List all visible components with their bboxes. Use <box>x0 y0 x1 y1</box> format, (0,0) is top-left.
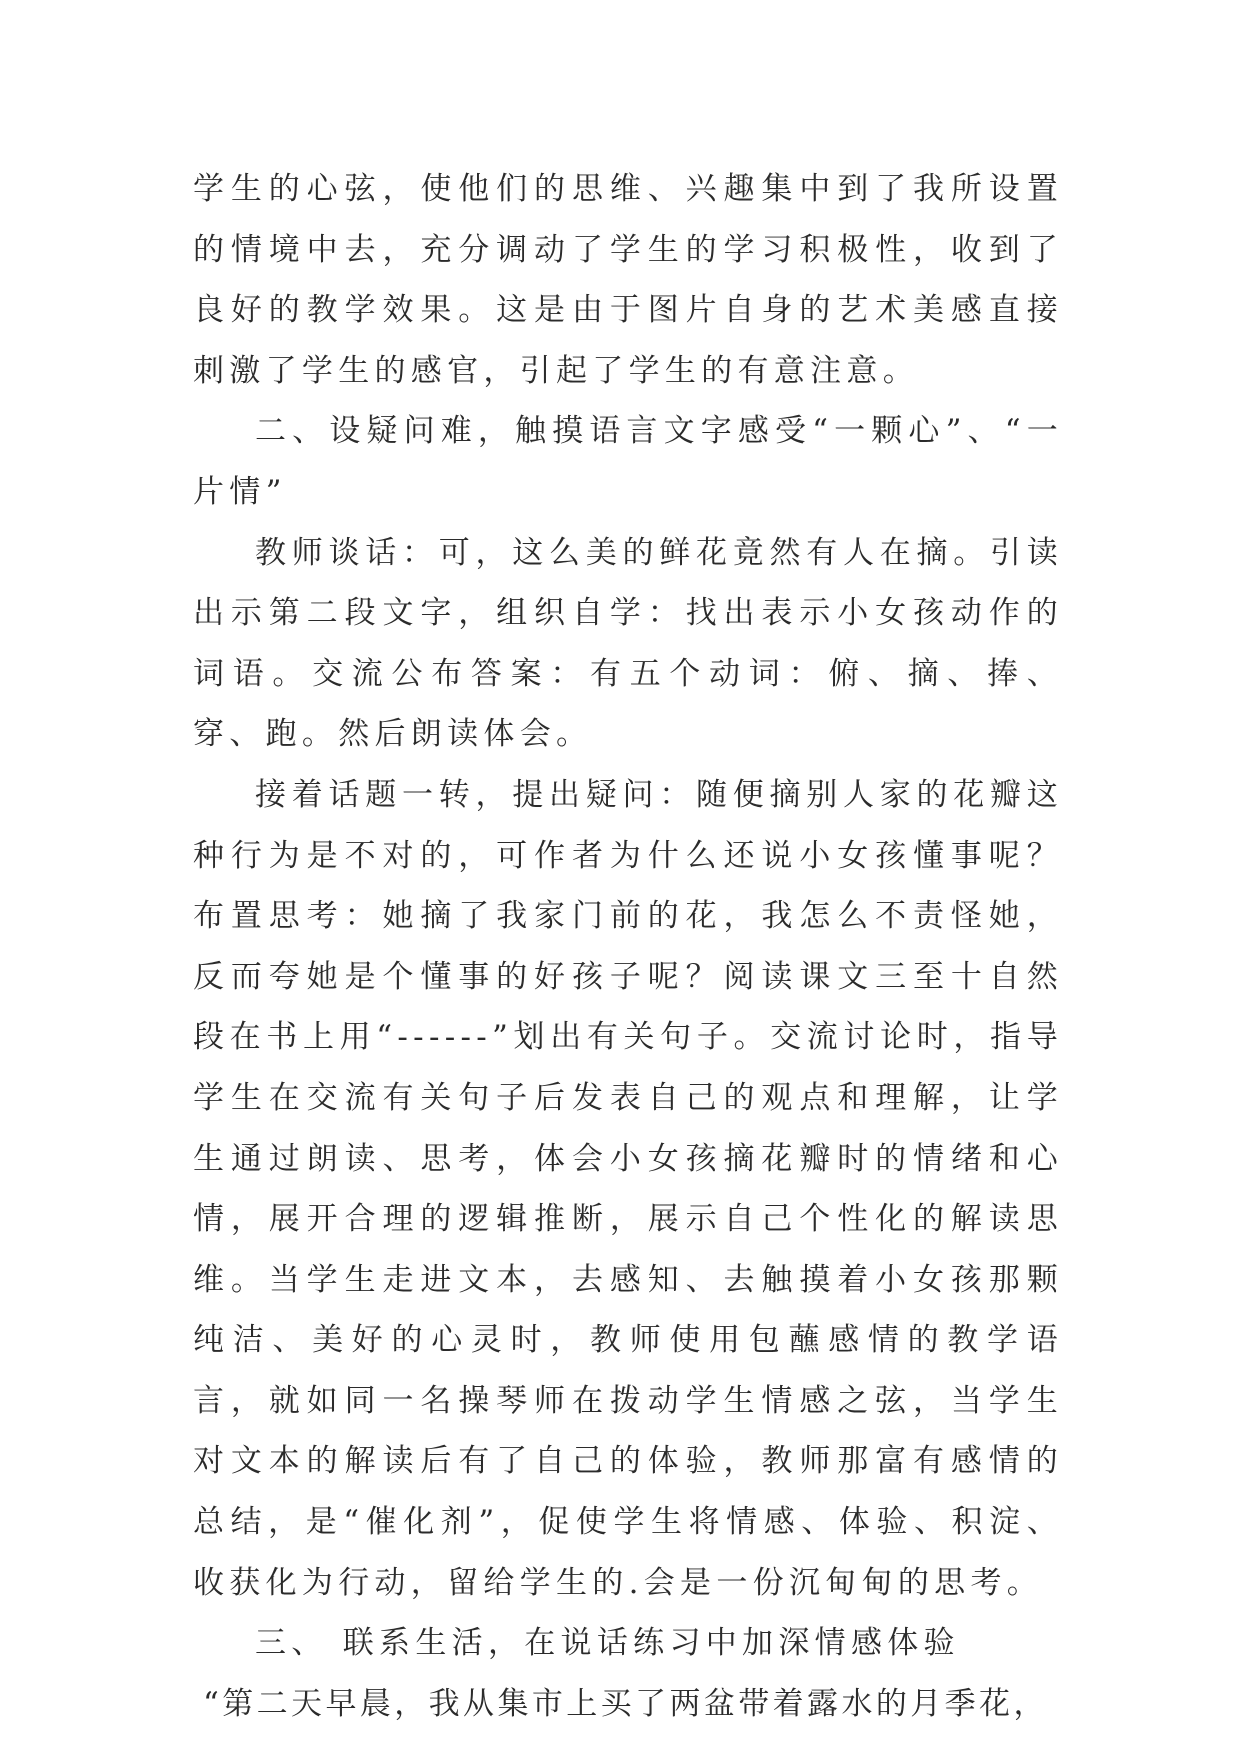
section-heading-3: 三、 联系生活，在说话练习中加深情感体验 <box>255 1625 960 1662</box>
document-body <box>193 159 1063 1734</box>
paragraph-4: “第二天早晨，我从集市上买了两盆带着露水的月季花， <box>203 1685 1048 1722</box>
section-heading-2: 二、设疑问难，触摸语言文字感受“一颗心”、“一片情” <box>193 413 1063 510</box>
paragraph-2: 教师谈话：可，这么美的鲜花竟然有人在摘。引读出示第二段文字，组织自学：找出表示小女孩动作的词语。交流公布答案：有五个动词：俯、摘、捧、穿、跑。然后朗读体会。 <box>193 534 1063 753</box>
paragraph-3: 接着话题一转，提出疑问：随便摘别人家的花瓣这种行为是不对的，可作者为什么还说小女孩懂事呢？布置思考：她摘了我家门前的花，我怎么不责怪她，反而夸她是个懂事的好孩子呢？阅读课文三至十自然段在书上用“------”划出有关句子。交流讨论时，指导学生在交流有关句子后发表自己的观点和理解，让学生通过朗读、思考，体会小女孩摘花瓣时的情绪和心情，展开合理的逻辑推断，展示自己个性化的解读思维。当学生走进文本，去感知、去触摸着小女孩那颗纯洁、美好的心灵时，教师使用包蘸感情的教学语言，就如同一名操琴师在拨动学生情感之弦，当学生对文本的解读后有了自己的体验，教师那富有感情的总结，是“催化剂”，促使学生将情感、体验、积淀、收获化为行动，留给学生的.会是一份沉甸甸的思考。 <box>193 776 1063 1601</box>
paragraph-1: 学生的心弦，使他们的思维、兴趣集中到了我所设置的情境中去，充分调动了学生的学习积极性，收到了良好的教学效果。这是由于图片自身的艺术美感直接刺激了学生的感官，引起了学生的有意注意。 <box>193 171 1063 389</box>
